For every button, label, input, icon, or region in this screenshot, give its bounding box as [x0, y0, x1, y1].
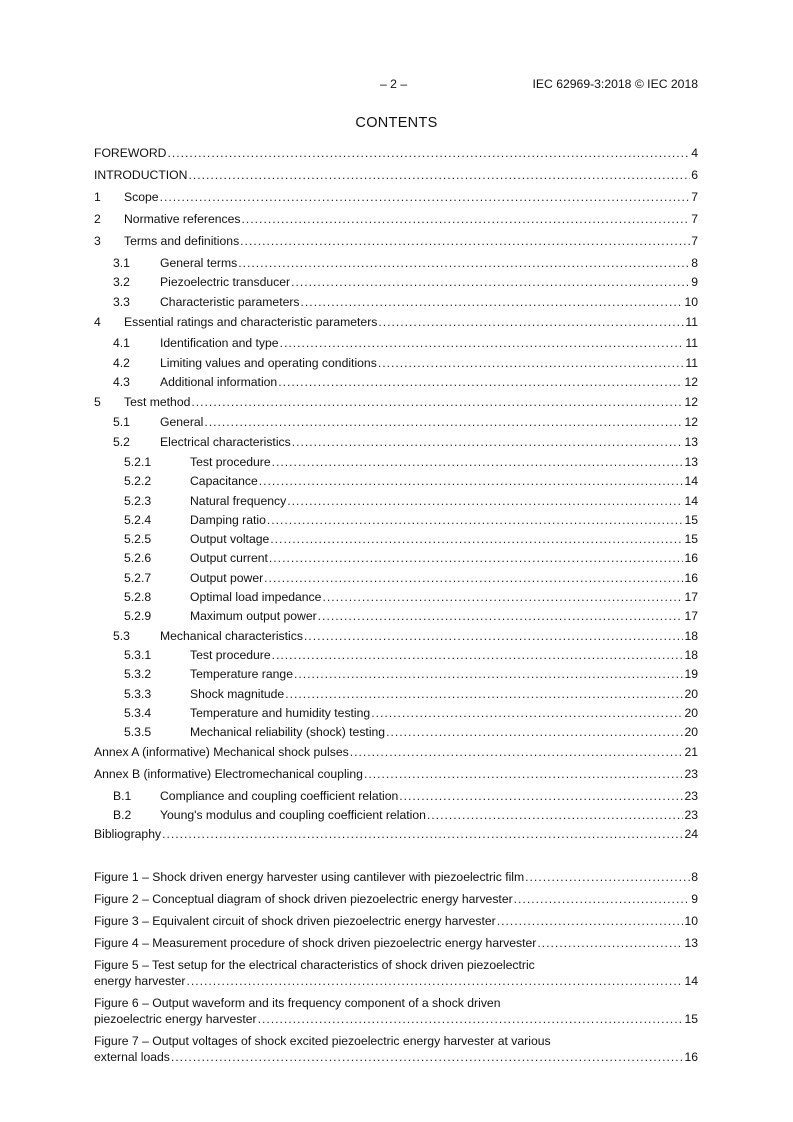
figure-entry[interactable]: [94, 891, 698, 907]
toc-entry-title: Mechanical characteristics: [160, 629, 303, 643]
figure-entry-title: Figure 1 – Shock driven energy harvester using cantilever with piezoelectric film: [94, 870, 525, 884]
toc-entry-number: 4.1: [113, 336, 130, 350]
figure-entry[interactable]: [94, 869, 698, 885]
toc-entry-title: Scope: [124, 190, 159, 204]
toc-entry-title: Test method: [124, 395, 191, 409]
toc-entry-page: 17: [684, 590, 698, 604]
toc-entry-number: 5.3: [113, 629, 130, 643]
dot-leader: [537, 935, 683, 951]
toc-entry-title: Shock magnitude: [190, 687, 285, 701]
toc-entry[interactable]: [94, 744, 698, 760]
toc-entry-title: Normative references: [124, 212, 241, 226]
dot-leader: [514, 891, 691, 907]
toc-entry-title: Test procedure: [190, 648, 271, 662]
dot-leader: [272, 647, 684, 663]
toc-entry[interactable]: [113, 807, 698, 823]
toc-entry-title: Output voltage: [190, 532, 270, 546]
toc-entry-title: Annex B (informative) Electromechanical coupling: [94, 767, 363, 781]
toc-entry-title: Essential ratings and characteristic parameters: [124, 315, 378, 329]
toc-entry-title: Output power: [190, 571, 264, 585]
toc-entry-page: 10: [684, 295, 698, 309]
dot-leader: [191, 394, 683, 410]
toc-entry[interactable]: [124, 550, 698, 566]
toc-entry-title: Capacitance: [190, 474, 258, 488]
toc-entry[interactable]: [94, 394, 698, 410]
toc-entry-title: Optimal load impedance: [190, 590, 322, 604]
toc-entry-page: 21: [684, 745, 698, 759]
toc-entry-page: 16: [684, 571, 698, 585]
toc-entry-number: 5.3.3: [124, 687, 152, 701]
figure-entry-title: Figure 3 – Equivalent circuit of shock driven piezoelectric energy harvester: [94, 914, 496, 928]
figure-entry-page: 13: [684, 936, 698, 950]
toc-entry-title: Temperature and humidity testing: [190, 706, 371, 720]
figure-entry[interactable]: [94, 1033, 698, 1065]
toc-entry-page: 19: [684, 667, 698, 681]
toc-entry[interactable]: [94, 189, 698, 205]
dot-leader: [525, 869, 690, 885]
figure-entry-title: Figure 7 – Output voltages of shock excited piezoelectric energy harvester at various: [94, 1034, 551, 1048]
toc-entry[interactable]: [113, 434, 698, 450]
toc-entry-number: 4.3: [113, 375, 130, 389]
toc-entry-page: 17: [684, 609, 698, 623]
toc-entry[interactable]: [124, 705, 698, 721]
dot-leader: [301, 294, 684, 310]
dot-leader: [386, 724, 683, 740]
toc-entry-title: Additional information: [160, 375, 278, 389]
toc-entry-page: 23: [684, 789, 698, 803]
figure-entry-title: Figure 2 – Conceptual diagram of shock driven piezoelectric energy harvester: [94, 892, 513, 906]
dot-leader: [264, 570, 683, 586]
toc-entry-number: 5.3.2: [124, 667, 152, 681]
toc-entry-title: Young's modulus and coupling coefficient relation: [160, 808, 426, 822]
toc-entry-title: Identification and type: [160, 336, 279, 350]
toc-entry-number: 5.3.5: [124, 725, 152, 739]
dot-leader: [291, 274, 690, 290]
toc-entry-page: 20: [684, 687, 698, 701]
toc-entry[interactable]: [113, 788, 698, 804]
toc-entry[interactable]: [124, 666, 698, 682]
dot-leader: [350, 744, 684, 760]
toc-entry-page: 6: [691, 168, 698, 182]
toc-entry[interactable]: [124, 686, 698, 702]
figure-entry-title-continued: external loads: [94, 1050, 170, 1064]
toc-entry-title: Annex A (informative) Mechanical shock pulses: [94, 745, 349, 759]
figure-entry-title: Figure 5 – Test setup for the electrical characteristics of shock driven piezoelectric: [94, 958, 535, 972]
toc-entry[interactable]: [113, 255, 698, 271]
dot-leader: [427, 807, 684, 823]
figure-entry-page: 10: [684, 914, 698, 928]
dot-leader: [280, 335, 685, 351]
toc-entry[interactable]: [113, 414, 698, 430]
toc-entry[interactable]: [113, 335, 698, 351]
dot-leader: [399, 788, 683, 804]
toc-entry-page: 12: [684, 395, 698, 409]
page-number: – 2 –: [380, 77, 408, 91]
toc-entry-page: 23: [684, 808, 698, 822]
dot-leader: [162, 826, 683, 842]
toc-entry-number: 5.2.4: [124, 513, 152, 527]
dot-leader: [378, 355, 685, 371]
toc-entry-page: 9: [691, 275, 698, 289]
dot-leader: [204, 414, 683, 430]
toc-entry-number: 3.2: [113, 275, 130, 289]
dot-leader: [267, 512, 684, 528]
figure-entry-title-continued: energy harvester: [94, 974, 186, 988]
toc-entry[interactable]: [124, 724, 698, 740]
figure-entry-page: 16: [684, 1050, 698, 1064]
toc-entry-page: 15: [684, 513, 698, 527]
toc-entry-number: 4: [94, 315, 101, 329]
figure-entry-title: Figure 6 – Output waveform and its frequency component of a shock driven: [94, 996, 501, 1010]
toc-entry-title: INTRODUCTION: [94, 168, 188, 182]
toc-entry-page: 12: [684, 375, 698, 389]
toc-entry-page: 23: [684, 767, 698, 781]
dot-leader: [259, 473, 684, 489]
toc-entry-title: Compliance and coupling coefficient relation: [160, 789, 399, 803]
dot-leader: [160, 189, 691, 205]
toc-entry[interactable]: [124, 512, 698, 528]
toc-entry[interactable]: [124, 531, 698, 547]
toc-entry-number: B.1: [113, 789, 132, 803]
toc-entry-number: 5.1: [113, 415, 130, 429]
toc-entry-title: Mechanical reliability (shock) testing: [190, 725, 386, 739]
dot-leader: [242, 211, 691, 227]
toc-entry-page: 12: [684, 415, 698, 429]
toc-entry[interactable]: [124, 454, 698, 470]
toc-entry-title: Maximum output power: [190, 609, 317, 623]
figure-entry-title: Figure 4 – Measurement procedure of shock driven piezoelectric energy harvester: [94, 936, 537, 950]
toc-entry-page: 7: [691, 234, 698, 248]
toc-entry-number: 3.1: [113, 256, 130, 270]
toc-entry-page: 20: [684, 725, 698, 739]
toc-entry-title: Limiting values and operating conditions: [160, 356, 377, 370]
toc-entry-title: General terms: [160, 256, 238, 270]
dot-leader: [292, 434, 684, 450]
dot-leader: [497, 913, 684, 929]
toc-entry-page: 20: [684, 706, 698, 720]
toc-entry-page: 14: [684, 494, 698, 508]
dot-leader: [171, 1049, 684, 1065]
figure-entry[interactable]: [94, 995, 698, 1027]
toc-entry-page: 4: [691, 146, 698, 160]
toc-entry-title: Characteristic parameters: [160, 295, 300, 309]
toc-entry-title: Terms and definitions: [124, 234, 240, 248]
toc-entry-number: 2: [94, 212, 101, 226]
dot-leader: [258, 1011, 684, 1027]
toc-entry-page: 18: [684, 648, 698, 662]
toc-entry-title: Temperature range: [190, 667, 293, 681]
toc-entry[interactable]: [124, 473, 698, 489]
toc-entry-page: 16: [684, 551, 698, 565]
figure-entry-page: 9: [691, 892, 698, 906]
toc-entry[interactable]: [94, 314, 698, 330]
toc-entry[interactable]: [124, 608, 698, 624]
toc-entry[interactable]: [124, 647, 698, 663]
toc-entry-page: 24: [684, 827, 698, 841]
toc-entry-page: 7: [691, 212, 698, 226]
figure-entry-page: 15: [684, 1012, 698, 1026]
toc-entry-page: 7: [691, 190, 698, 204]
figure-entry[interactable]: [94, 935, 698, 951]
toc-entry[interactable]: [113, 374, 698, 390]
toc-entry[interactable]: [113, 274, 698, 290]
figure-entry[interactable]: [94, 957, 698, 989]
toc-entry-number: 5.2.5: [124, 532, 152, 546]
dot-leader: [371, 705, 683, 721]
toc-entry-page: 18: [684, 629, 698, 643]
toc-entry-title: FOREWORD: [94, 146, 167, 160]
dot-leader: [188, 167, 690, 183]
dot-leader: [304, 628, 684, 644]
toc-entry-number: 4.2: [113, 356, 130, 370]
dot-leader: [278, 374, 683, 390]
toc-entry-number: 5.2.9: [124, 609, 152, 623]
dot-leader: [378, 314, 684, 330]
toc-entry[interactable]: [94, 826, 698, 842]
toc-entry-title: Piezoelectric transducer: [160, 275, 291, 289]
toc-entry-page: 14: [684, 474, 698, 488]
toc-entry-number: 5.2.7: [124, 571, 152, 585]
dot-leader: [269, 550, 684, 566]
toc-entry-number: 3: [94, 234, 101, 248]
toc-entry-page: 11: [685, 356, 698, 370]
toc-entry-number: 5.2.3: [124, 494, 152, 508]
toc-entry[interactable]: [94, 233, 698, 249]
toc-entry-page: 8: [691, 256, 698, 270]
toc-entry[interactable]: [124, 589, 698, 605]
toc-entry-page: 15: [684, 532, 698, 546]
toc-entry-title: Test procedure: [190, 455, 271, 469]
toc-entry[interactable]: [124, 493, 698, 509]
toc-entry-number: 5.2: [113, 435, 130, 449]
page-title: CONTENTS: [355, 115, 438, 131]
toc-entry-page: 11: [685, 336, 698, 350]
dot-leader: [318, 608, 684, 624]
toc-entry-title: Output current: [190, 551, 268, 565]
toc-entry[interactable]: [94, 145, 698, 161]
toc-entry[interactable]: [94, 167, 698, 183]
toc-entry-number: 5.3.1: [124, 648, 152, 662]
dot-leader: [238, 255, 690, 271]
dot-leader: [287, 493, 683, 509]
toc-entry-number: B.2: [113, 808, 132, 822]
toc-entry-title: Electrical characteristics: [160, 435, 291, 449]
dot-leader: [186, 973, 683, 989]
dot-leader: [294, 666, 683, 682]
toc-entry-number: 5.2.2: [124, 474, 152, 488]
toc-entry[interactable]: [113, 294, 698, 310]
dot-leader: [167, 145, 690, 161]
figure-entry[interactable]: [94, 913, 698, 929]
toc-entry-number: 5.3.4: [124, 706, 152, 720]
figure-entry-title-continued: piezoelectric energy harvester: [94, 1012, 257, 1026]
toc-entry-number: 5.2.1: [124, 455, 152, 469]
dot-leader: [240, 233, 690, 249]
figure-entry-page: 14: [684, 974, 698, 988]
toc-entry-title: Natural frequency: [190, 494, 287, 508]
toc-entry-page: 13: [684, 435, 698, 449]
toc-entry[interactable]: [94, 766, 698, 782]
dot-leader: [364, 766, 684, 782]
dot-leader: [272, 454, 684, 470]
toc-entry-number: 3.3: [113, 295, 130, 309]
dot-leader: [285, 686, 683, 702]
toc-entry-number: 5.2.6: [124, 551, 152, 565]
toc-entry[interactable]: [113, 628, 698, 644]
toc-entry-title: Damping ratio: [190, 513, 266, 527]
toc-entry-number: 5.2.8: [124, 590, 152, 604]
toc-entry-title: Bibliography: [94, 827, 162, 841]
toc-entry[interactable]: [94, 211, 698, 227]
toc-entry-number: 5: [94, 395, 101, 409]
standard-reference: IEC 62969-3:2018 © IEC 2018: [532, 77, 698, 91]
dot-leader: [322, 589, 683, 605]
toc-entry-title: General: [160, 415, 204, 429]
toc-entry-page: 13: [684, 455, 698, 469]
figure-entry-page: 8: [691, 870, 698, 884]
toc-entry-page: 11: [685, 315, 698, 329]
toc-entry[interactable]: [113, 355, 698, 371]
dot-leader: [270, 531, 683, 547]
toc-entry[interactable]: [124, 570, 698, 586]
toc-entry-number: 1: [94, 190, 101, 204]
